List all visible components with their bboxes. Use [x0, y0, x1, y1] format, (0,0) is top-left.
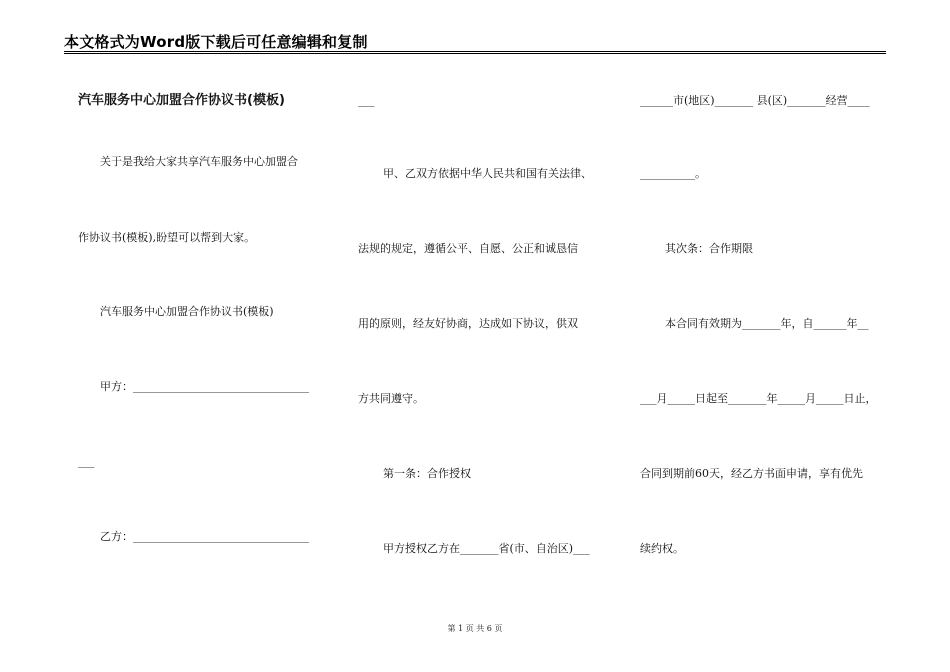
section-heading: 第一条：合作授权 — [383, 467, 471, 480]
document-banner: 本文格式为Word版下载后可任意编辑和复制 — [64, 33, 368, 51]
paragraph-line: 续约权。 — [640, 542, 684, 555]
paragraph-line: 甲方授权乙方在_______省(市、自治区)___ — [383, 542, 590, 555]
paragraph-line: ______市(地区)_______ 县(区)_______经营____ — [640, 94, 870, 107]
paragraph-line: 本合同有效期为_______年，自______年__ — [665, 317, 869, 330]
section-heading: 其次条：合作期限 — [665, 242, 753, 255]
paragraph-line: 方共同遵守。 — [358, 392, 424, 405]
left-column — [78, 0, 338, 672]
paragraph-line: 合同到期前60天，经乙方书面申请，享有优先 — [640, 467, 863, 480]
paragraph-line: __________。 — [640, 167, 706, 180]
middle-column — [358, 0, 618, 672]
party-a-line: 甲方：________________________________ — [100, 380, 309, 393]
blank-line: ___ — [78, 455, 95, 468]
paragraph-line: 作协议书(模板),盼望可以帮到大家。 — [78, 231, 256, 244]
paragraph-line: 用的原则，经友好协商，达成如下协议，供双 — [358, 317, 578, 330]
blank-line: ___ — [358, 94, 375, 107]
paragraph-line: 汽车服务中心加盟合作协议书(模板) — [100, 305, 274, 318]
paragraph-line: 法规的规定，遵循公平、自愿、公正和诚恳信 — [358, 242, 578, 255]
paragraph-line: ___月_____日起至_______年_____月_____日止， — [640, 392, 877, 405]
right-column — [640, 0, 900, 672]
document-title: 汽车服务中心加盟合作协议书(模板) — [78, 93, 285, 108]
paragraph-line: 关于是我给大家共享汽车服务中心加盟合 — [100, 155, 298, 168]
party-b-line: 乙方：________________________________ — [100, 530, 309, 543]
paragraph-line: 甲、乙双方依据中华人民共和国有关法律、 — [383, 167, 592, 180]
page-number: 第 1 页 共 6 页 — [447, 624, 503, 633]
